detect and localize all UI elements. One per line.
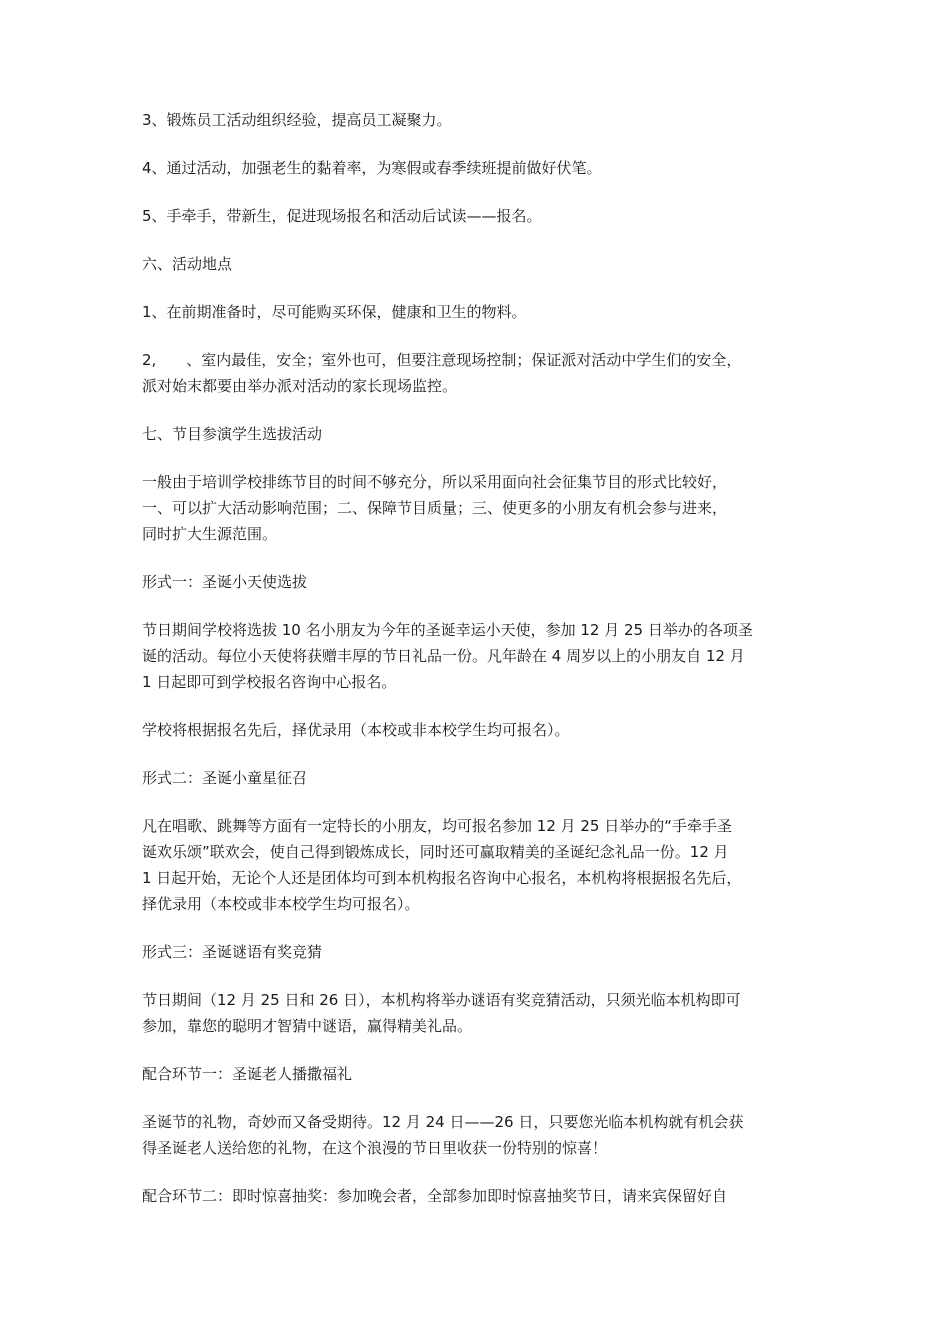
paragraph <box>142 813 820 917</box>
text-line: 参加，靠您的聪明才智猜中谜语，赢得精美礼品。 <box>142 1017 473 1035</box>
text-line: 六、活动地点 <box>142 255 233 273</box>
text-line: 配合环节一：圣诞老人播撒福礼 <box>142 1065 353 1083</box>
text-line: 一般由于培训学校排练节目的时间不够充分，所以采用面向社会征集节目的形式比较好， <box>142 473 728 491</box>
text-line: 形式三：圣诞谜语有奖竞猜 <box>142 943 323 961</box>
text-line: 择优录用（本校或非本校学生均可报名）。 <box>142 895 420 913</box>
paragraph <box>142 1109 820 1161</box>
section-heading <box>142 765 820 791</box>
text-line: 1 日起开始，无论个人还是团体均可到本机构报名咨询中心报名，本机构将根据报名先后， <box>142 869 742 887</box>
text-line: 2, 、室内最佳，安全；室外也可，但要注意现场控制；保证派对活动中学生们的安全， <box>142 351 742 369</box>
document-page <box>142 107 820 1231</box>
text-line: 诞欢乐颂”联欢会，使自己得到锻炼成长，同时还可赢取精美的圣诞纪念礼品一份。12 月 <box>142 843 729 861</box>
text-line: 5、手牵手，带新生，促进现场报名和活动后试读——报名。 <box>142 207 542 225</box>
paragraph <box>142 469 820 547</box>
text-line: 4、通过活动，加强老生的黏着率，为寒假或春季续班提前做好伏笔。 <box>142 159 602 177</box>
paragraph <box>142 617 820 695</box>
text-line: 3、锻炼员工活动组织经验，提高员工凝聚力。 <box>142 111 452 129</box>
text-line: 得圣诞老人送给您的礼物，在这个浪漫的节日里收获一份特别的惊喜！ <box>142 1139 608 1157</box>
paragraph <box>142 987 820 1039</box>
text-line: 1、在前期准备时，尽可能购买环保，健康和卫生的物料。 <box>142 303 527 321</box>
text-line: 节日期间（12 月 25 日和 26 日），本机构将举办谜语有奖竞猜活动，只须光临本机构即可 <box>142 991 741 1009</box>
section-heading <box>142 569 820 595</box>
paragraph <box>142 203 820 229</box>
text-line: 诞的活动。每位小天使将获赠丰厚的节日礼品一份。凡年龄在 4 周岁以上的小朋友自 12 月 <box>142 647 745 665</box>
text-line: 节日期间学校将选拔 10 名小朋友为今年的圣诞幸运小天使，参加 12 月 25 日举办的各项圣 <box>142 621 753 639</box>
paragraph <box>142 717 820 743</box>
paragraph <box>142 155 820 181</box>
text-line: 学校将根据报名先后，择优录用（本校或非本校学生均可报名）。 <box>142 721 570 739</box>
section-heading <box>142 1061 820 1087</box>
paragraph <box>142 347 820 399</box>
paragraph <box>142 107 820 133</box>
paragraph <box>142 299 820 325</box>
text-line: 1 日起即可到学校报名咨询中心报名。 <box>142 673 397 691</box>
text-line: 七、节目参演学生选拔活动 <box>142 425 323 443</box>
text-line: 同时扩大生源范围。 <box>142 525 278 543</box>
text-line: 一、可以扩大活动影响范围；二、保障节目质量；三、使更多的小朋友有机会参与进来， <box>142 499 728 517</box>
section-heading <box>142 251 820 277</box>
text-line: 形式一：圣诞小天使选拔 <box>142 573 308 591</box>
text-line: 圣诞节的礼物，奇妙而又备受期待。12 月 24 日——26 日，只要您光临本机构就有机会获 <box>142 1113 744 1131</box>
section-heading <box>142 939 820 965</box>
text-line: 派对始末都要由举办派对活动的家长现场监控。 <box>142 377 458 395</box>
text-line: 凡在唱歌、跳舞等方面有一定特长的小朋友，均可报名参加 12 月 25 日举办的“手牵手圣 <box>142 817 733 835</box>
paragraph <box>142 1183 820 1209</box>
text-line: 形式二：圣诞小童星征召 <box>142 769 308 787</box>
text-line: 配合环节二：即时惊喜抽奖：参加晚会者，全部参加即时惊喜抽奖节日，请来宾保留好自 <box>142 1187 728 1205</box>
section-heading <box>142 421 820 447</box>
